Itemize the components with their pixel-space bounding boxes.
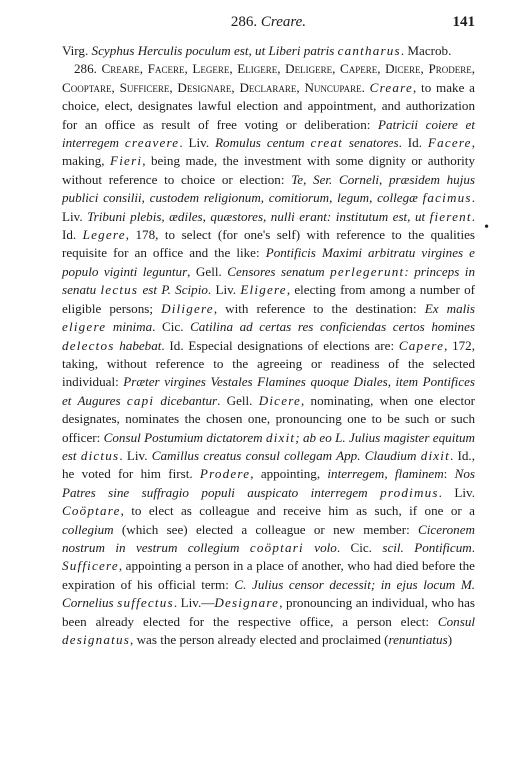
text-run-spaced: Coöptare (62, 503, 121, 519)
text-run-italic: Ex malis (424, 300, 476, 316)
text-run: , nominating, when one elector designates, nominates the chosen one, pronouncing one to be such or such officer: (62, 392, 476, 445)
text-run: , to elect as colleague and receive him as such, if one or a (120, 503, 475, 519)
text-run-spaced: Sufficere (62, 558, 119, 574)
text-run: . Liv.— (173, 595, 215, 611)
text-run-italic: : princeps in senatu (62, 263, 475, 298)
text-run-italic: Romulus centum (215, 135, 311, 151)
paragraph-286 (62, 60, 475, 649)
text-run-italic: Tribuni plebis, ædiles, quæstores, nulli erant: institutum est, ut (87, 208, 430, 224)
text-run: . Macrob. (400, 43, 452, 58)
text-run-spaced: perlegerunt (330, 263, 405, 279)
section-title: Creare. (260, 14, 307, 30)
text-run-spaced: Diligere (161, 300, 214, 316)
text-run: , pronouncing an individual, who has been already elected for the respective office, a person elect: (62, 595, 475, 629)
text-run-spaced: cantharus (337, 43, 401, 58)
text-run: , appointing a person in a place of another, who had died before the expiration of his official term: (62, 558, 475, 592)
text-run: 286. (74, 61, 102, 77)
text-run-italic: Catilina ad certas res conficiendas certos homines (190, 319, 475, 335)
text-run-spaced: delectos (62, 337, 115, 353)
text-run-italic: dicebantur (154, 392, 218, 408)
text-run-italic: scil. Pontificum (382, 539, 472, 555)
text-run: . Liv. (438, 484, 475, 500)
paragraph-continuation (62, 42, 475, 60)
text-run: . (471, 539, 475, 555)
text-run-spaced: Dicere (258, 392, 302, 408)
text-run-spaced: Fieri (110, 153, 143, 169)
text-run: , 172, taking, without reference to the agreeing or readiness of the selected individual: (62, 337, 476, 390)
text-run: (which see) elected a colleague or new member: (113, 521, 419, 537)
text-run-italic: Patricii coiere et interregem (62, 116, 475, 151)
text-run: Virg. (62, 43, 92, 58)
section-number: 286. (230, 14, 258, 30)
text-run: . Liv. (207, 282, 241, 298)
text-run: , Gell. (187, 263, 228, 279)
text-run-smallcaps: Creare, Facere, Legere, Eligere, Deligere, Capere, Dicere, Prodere, Cooptare, Sufficere, Designare, Declarare, Nuncupare. (62, 61, 476, 95)
text-run-spaced: facimus (422, 190, 472, 206)
margin-mark: • (484, 220, 489, 235)
text-run-italic: Pontificis Maximi arbitratu virgines e populo viginti leguntur (62, 245, 475, 279)
text-run-spaced: Legere (82, 227, 126, 243)
text-run-italic: senatores (342, 135, 399, 151)
text-run-spaced: dixit (420, 447, 450, 463)
text-run: : (443, 466, 455, 482)
text-run: . Id. Especial designations of elections are: (161, 337, 399, 353)
text-run: , making, (62, 135, 475, 169)
text-run-spaced: Facere (427, 135, 472, 151)
text-run-italic: volo (303, 539, 337, 555)
text-run: , being made, the investment with some dignity or authority without reference to choice or election: (62, 153, 475, 187)
text-run: , to make a choice, elect, designates lawful election and appointment, and authorization for an office as result of free voting or deliberation: (62, 79, 475, 132)
text-run-italic: Consul Postumium dictatorem (103, 429, 266, 445)
text-run-spaced: fierent (429, 208, 472, 224)
text-run-italic: Censores senatum (227, 263, 331, 279)
text-run-spaced: dictus (80, 447, 120, 463)
text-run-spaced: Capere (398, 337, 445, 353)
text-run-italic: C. Julius censor decessit; in ejus locum M. Cornelius (62, 576, 475, 611)
text-run-spaced: prodimus (380, 484, 439, 500)
text-run-italic: Te, Ser. Corneli, præsidem hujus publici consilii, custodem religionum, comitiorum, legum, collegæ (62, 171, 475, 206)
text-run-italic: ; ab eo L. Julius magister equitum est (62, 429, 475, 463)
text-run-spaced: Eligere (240, 282, 287, 298)
text-run-italic: Præter virgines Vestales Flamines quoque Diales, item Pontifices et Augures (62, 374, 475, 408)
text-run: , was the person already elected and proclaimed ( (130, 632, 389, 647)
text-run-italic: Scyphus Herculis poculum est, ut Liberi patris (91, 43, 338, 58)
text-run-spaced: dixit (265, 429, 296, 445)
text-run: . Id. (62, 208, 475, 243)
text-run-spaced: capi (126, 392, 155, 408)
text-run-spaced: creat (310, 135, 343, 151)
text-run-italic: collegium (62, 521, 114, 537)
text-run-spaced: lectus (100, 282, 139, 298)
text-run: , 178, to select (for one's self) with reference to the qualities requisite for an office and the like: (62, 227, 475, 261)
text-run: . Id., he voted for him first. (62, 447, 475, 482)
text-run: . Id. (398, 135, 428, 151)
text-run: . Cic. (152, 319, 191, 335)
text-run-italic: est P. Scipio (138, 282, 208, 298)
text-run: . Liv. (179, 135, 216, 151)
text-run-italic: interregem, flaminem (327, 466, 444, 482)
text-run-italic: Nos Patres sine suffragio populi auspicato interregem (62, 466, 475, 500)
text-run-italic: Camillus creatus consul collegam App. Claudium (151, 447, 421, 463)
text-run: . Liv. (119, 447, 152, 463)
text-run-italic: renuntiatus (388, 632, 448, 647)
text-run-spaced: Designare (214, 595, 280, 611)
text-run-spaced: Prodere (199, 466, 251, 482)
text-run: , with reference to the destination: (213, 300, 425, 316)
text-run-spaced: eligere (62, 319, 107, 335)
text-run: . Cic. (336, 539, 383, 555)
text-run-spaced: coöptari (249, 539, 304, 555)
text-run-spaced: Creare (369, 79, 413, 95)
running-header (62, 14, 475, 36)
text-run: . Gell. (217, 392, 259, 408)
text-run-spaced: designatus (62, 632, 131, 647)
text-run-spaced: suffectus (117, 595, 174, 611)
text-run-italic: Consul (437, 613, 475, 629)
page-number: 141 (452, 14, 475, 30)
text-run: ) (447, 632, 453, 647)
text-run-italic: Ciceronem nostrum in vestrum collegium (62, 521, 475, 555)
body-text (62, 42, 475, 649)
running-title (62, 14, 475, 31)
text-run-italic: minima (106, 319, 153, 335)
text-run: , appointing, (250, 466, 328, 482)
text-run-spaced: creavere (124, 135, 180, 151)
text-run-italic: habebat (114, 337, 162, 353)
text-run: . Liv. (62, 190, 475, 224)
text-run: , electing from among a number of eligible persons; (62, 282, 475, 316)
